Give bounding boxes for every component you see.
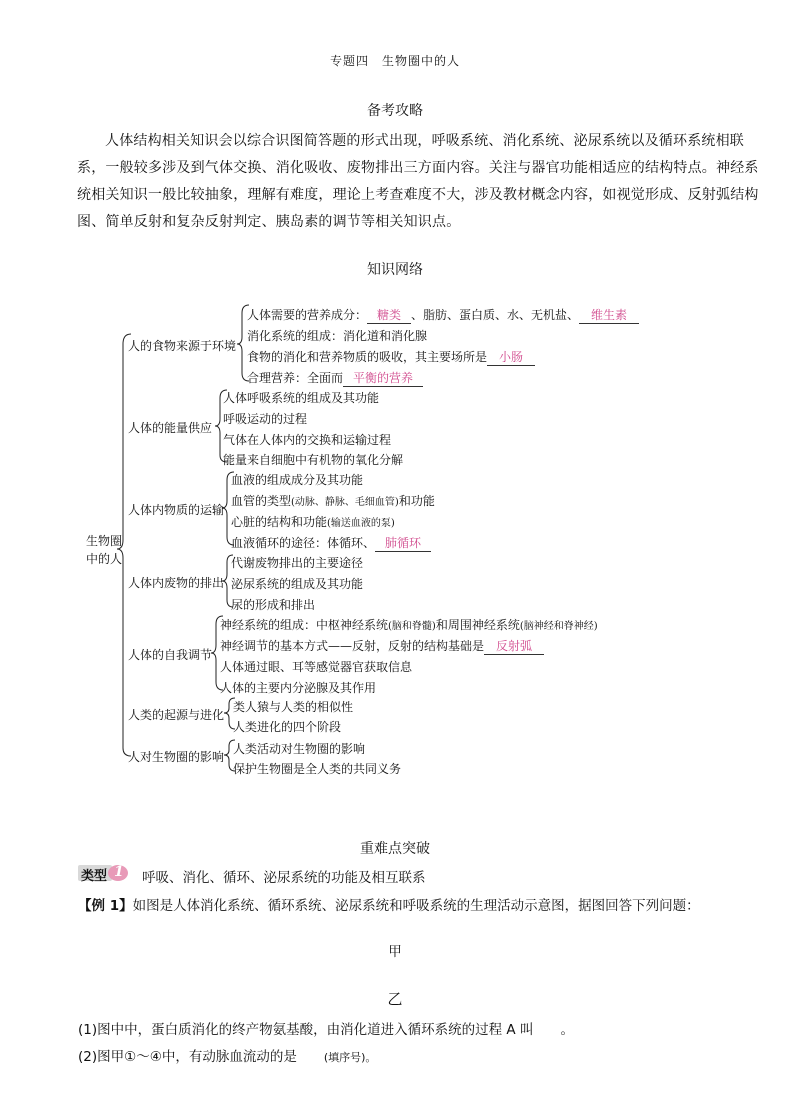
tree-item [220,616,598,633]
tree-item: 类人猿与人类的相似性 [233,700,354,714]
page-header: 专题四 生物圈中的人 [329,54,460,68]
item-note: (输送血液的泵) [327,518,395,529]
item-text: 食物的消化和营养物质的吸收，其主要场所是 [247,350,488,364]
tree-item: 代谢废物排出的主要途径 [231,556,364,570]
item-text: 血管的类型 [231,494,292,508]
tree-item: 人体通过眼、耳等感觉器官获取信息 [220,660,413,674]
tree-item: 人体的主要内分泌腺及其作用 [220,681,377,695]
group-label-energy: 人体的能量供应 [128,421,213,435]
item-note: (脑神经和脊神经) [519,621,598,632]
tree-root-line2: 中的人 [86,552,123,566]
tree-item: 血液的组成成分及其功能 [231,473,364,487]
tree-root [86,532,122,568]
tree-item: 能量来自细胞中有机物的氧化分解 [223,453,404,467]
tree-item: 消化系统的组成：消化道和消化腺 [247,329,428,343]
type-badge-label: 类型 [81,869,108,884]
tree-item: 尿的形成和排出 [231,598,316,612]
tree-item: 人类活动对生物圈的影响 [233,742,366,756]
section-title-strategy: 备考攻略 [367,103,423,119]
tree-item: 气体在人体内的交换和运输过程 [223,433,392,447]
tree-item [231,492,435,509]
example-1 [78,894,700,914]
section-title-knowledge-network: 知识网络 [367,262,423,278]
group-label-food: 人的食物来源于环境 [128,339,237,353]
item-text: 神经调节的基本方式——反射，反射的结构基础是 [220,639,485,653]
item-note: (脑和脊髓) [388,621,436,632]
item-text: 人体需要的营养成分： [247,308,368,322]
item-text: 神经系统的组成：中枢神经系统 [220,618,389,632]
tree-item: 呼吸运动的过程 [223,412,308,426]
group-label-impact: 人对生物圈的影响 [128,750,225,764]
section-title-key-points: 重难点突破 [360,841,430,857]
group-label-regulation: 人体的自我调节 [128,648,213,662]
example-text: 如图是人体消化系统、循环系统、泌尿系统和呼吸系统的生理活动示意图，据图回答下列问题： [132,898,700,914]
item-text: 合理营养：全面而 [247,371,344,385]
figure-label-yi: 乙 [387,990,403,1008]
item-text: 、脂肪、蛋白质、水、无机盐、 [411,308,580,322]
type-badge-number: 1 [114,864,124,880]
tree-item [220,637,544,655]
group-label-transport: 人体内物质的运输 [128,503,225,517]
question-2-text: (2)图甲①～④中，有动脉血流动的是 [78,1049,324,1065]
tree-item [231,534,431,552]
answer-blank: 肺循环 [375,534,431,552]
answer-blank: 反射弧 [484,637,544,655]
question-2-note: (填序号)。 [323,1051,377,1064]
group-label-excretion: 人体内废物的排出 [128,576,225,590]
tree-item [247,348,535,366]
tree-item [247,369,423,387]
tree-item [231,513,395,530]
example-label: 【例 1】 [78,898,133,914]
tree-root-line1: 生物圈 [86,534,123,548]
figure-label-jia: 甲 [388,944,402,960]
group-label-evolution: 人类的起源与进化 [128,708,225,722]
item-text: 和功能 [398,494,435,508]
question-2 [78,1045,376,1065]
answer-blank: 平衡的营养 [343,369,423,387]
type-title: 呼吸、消化、循环、泌尿系统的功能及相互联系 [142,870,426,886]
type-badge [78,863,130,883]
tree-item: 人体呼吸系统的组成及其功能 [223,391,380,405]
item-text: 心脏的结构和功能 [231,515,328,529]
strategy-paragraph: 人体结构相关知识会以综合识图简答题的形式出现，呼吸系统、消化系统、泌尿系统以及循环系统相联系，一般较多涉及到气体交换、消化吸收、废物排出三方面内容。关注与器官功能相适应的结构特点。神经系统相关知识一般比较抽象，理解有难度，理论上考查难度不大，涉及教材概念内容，如视觉形成、反射弧结构图、简单反射和复杂反射判定、胰岛素的调节等相关知识点。 [77,133,759,230]
answer-blank: 小肠 [487,348,535,366]
tree-item: 保护生物圈是全人类的共同义务 [233,762,402,776]
item-text: 和周围神经系统 [435,618,520,632]
tree-item [247,306,639,324]
item-note: (动脉、静脉、毛细血管) [291,497,399,508]
answer-blank: 维生素 [579,306,639,324]
answer-blank: 糖类 [367,306,411,324]
tree-item: 人类进化的四个阶段 [233,720,342,734]
tree-item: 泌尿系统的组成及其功能 [231,577,364,591]
item-text: 血液循环的途径：体循环、 [231,536,376,550]
question-1: (1)图中中，蛋白质消化的终产物氨基酸，由消化道进入循环系统的过程 A 叫 。 [78,1022,574,1038]
